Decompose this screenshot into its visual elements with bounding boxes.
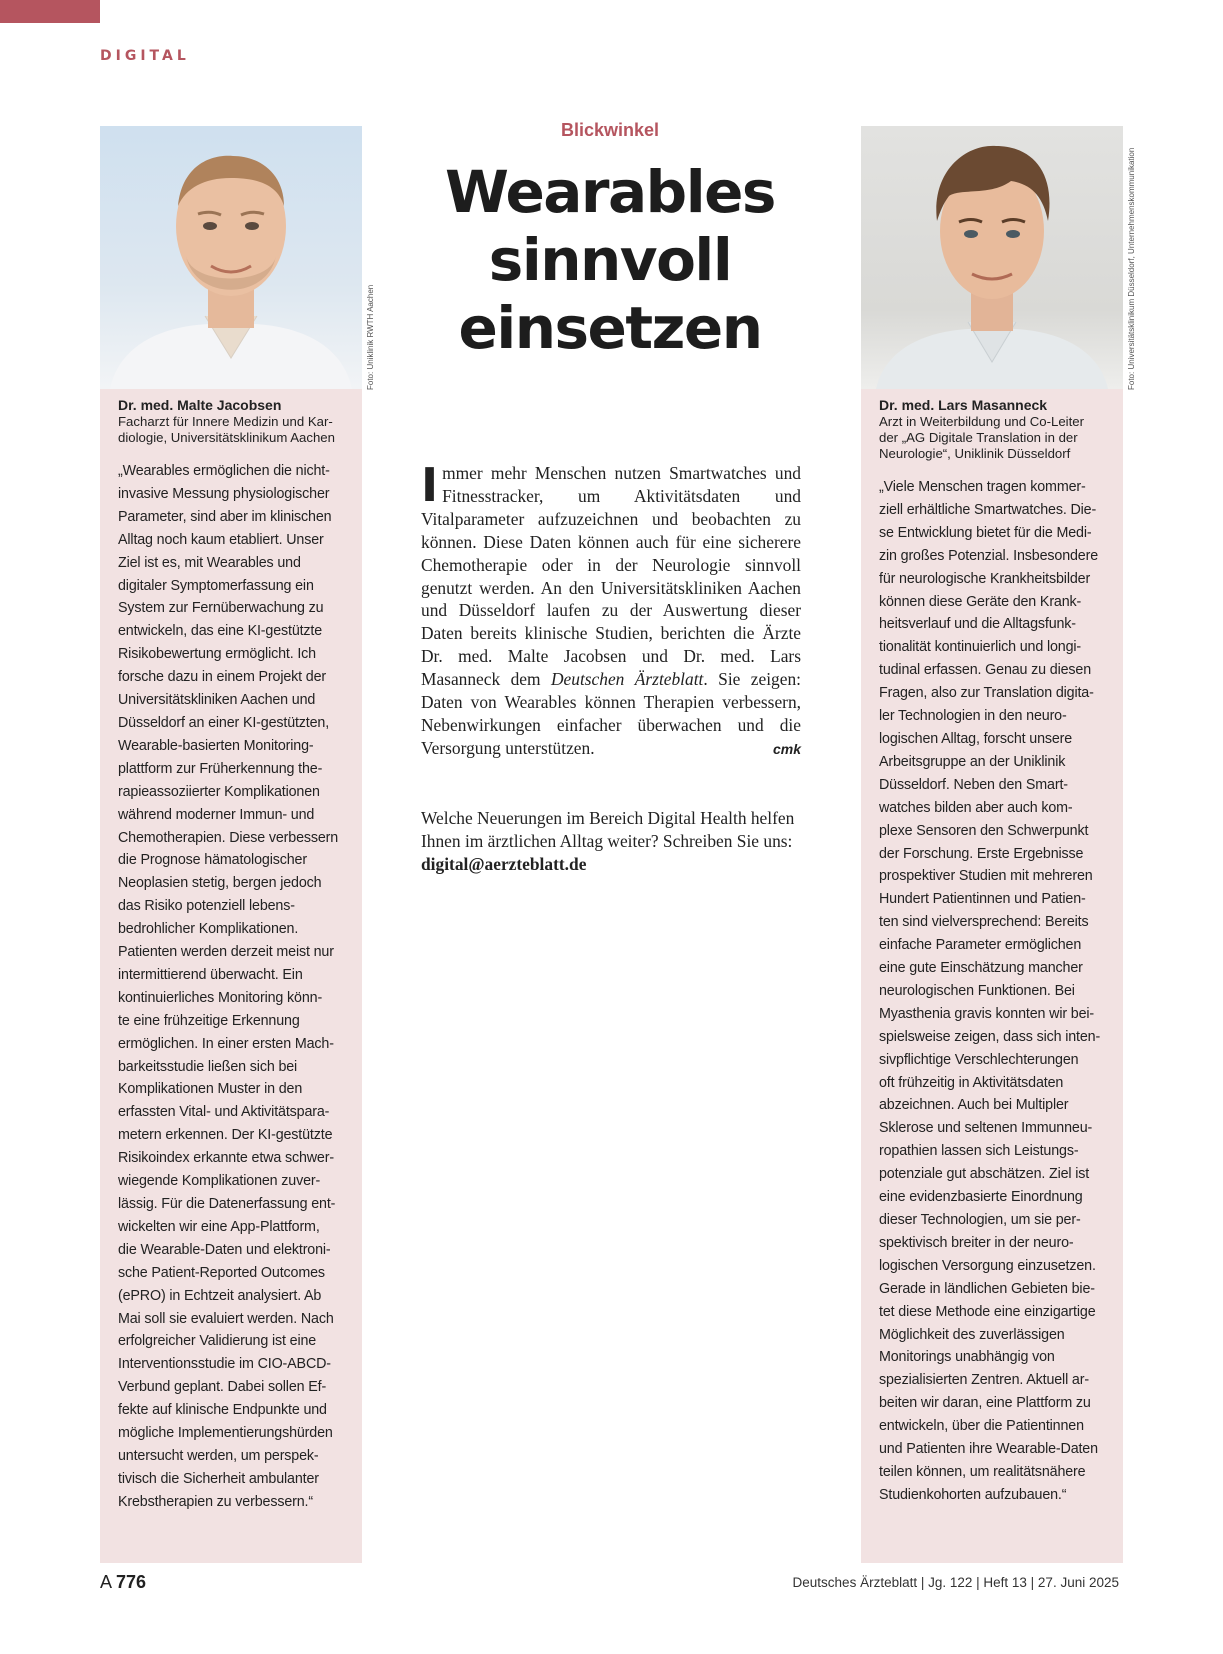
right-column xyxy=(861,126,1123,1563)
invite-paragraph xyxy=(421,807,801,876)
page-prefix: A xyxy=(100,1572,112,1592)
left-quote: „Wearables ermöglichen die nicht- invasive Messung physiologischer Parameter, sind aber im klinischen Alltag noch kaum etabliert. Unser Ziel ist es, mit Wearables und digitaler Symptomerfassung ein System zur Fernüberwachung zu entwickeln, das eine KI-gestützte Risikobewertung ermöglicht. Ich forsche dazu in einem Projekt der Universitätskliniken Aachen und Düsseldorf an einer KI-gestützten, Wearable-basierten Monitoring- plattform zur Früherkennung the- rapieassoziierter Komplikationen während moderner Immun- und Chemotherapien. Diese verbessern die Prognose hämatologischer Neoplasien stetig, bergen jedoch das Risiko potenziell lebens- bedrohlicher Komplikationen. Patienten werden derzeit meist nur intermittierend überwacht. Ein kontinuierliches Monitoring könn- te eine frühzeitige Erkennung ermöglichen. In einer ersten Mach- barkeitsstudie ließen sich bei Komplikationen Muster in den erfassten Vital- und Aktivitätspara- metern erkennen. Der KI-gestützte Risikoindex erkannte etwa schwer- wiegende Komplikationen zuver- lässig. Für die Datenerfassung ent- wickelten wir eine App-Plattform, die Wearable-Daten und elektroni- sche Patient-Reported Outcomes (ePRO) in Echtzeit analysiert. Ab Mai soll sie evaluiert werden. Nach erfolgreicher Validierung ist eine Interventionsstudie im CIO-ABCD- Verbund geplant. Dabei sollen Ef- fekte auf klinische Endpunkte und mögliche Implementierungshürden untersucht werden, um perspek- tivisch die Sicherheit ambulanter Krebstherapien zu verbessern.“ xyxy=(118,463,339,1510)
invite-text: Welche Neuerungen im Bereich Digital Health helfen Ihnen im ärztlichen Alltag weiter? Schreiben Sie uns: xyxy=(421,808,795,851)
journal-info: Deutsches Ärzteblatt | Jg. 122 | Heft 13 | 27. Juni 2025 xyxy=(792,1575,1119,1590)
lead-text-part2: . Sie zeigen: Daten von Wearables können Therapien verbessern, Nebenwirkungen einfacher überwachen und die Versorgung unterstützen. xyxy=(421,669,801,758)
right-quote: „Viele Menschen tragen kommer- ziell erhältliche Smartwatches. Die- se Entwicklung bietet für die Medi- zin großes Potenzial. Insbesondere für neurologische Krankheitsbilder können diese Geräte den Krank- heitsverlauf und die Alltagsfunk- tionalität kontinuierlich und longi- tudinal erfassen. Genau zu diesen Fragen, also zur Translation digita- ler Technologien in den neuro- logischen Alltag, forscht unsere Arbeitsgruppe an der Uniklinik Düsseldorf. Neben den Smart- watches bilden aber auch kom- plexe Sensoren den Schwerpunkt der Forschung. Erste Ergebnisse prospektiver Studien mit mehreren Hundert Patientinnen und Patien- ten sind vielversprechend: Bereits einfache Parameter ermöglichen eine gute Einschätzung mancher neurologischen Funktionen. Bei Myasthenia gravis konnten wir bei- spielsweise zeigen, dass sich inten- sivpflichtige Verschlechterungen oft frühzeitig in Aktivitätsdaten abzeichnen. Auch bei Multipler Sklerose und seltenen Immunneu- ropathien lassen sich Leistungs- potenziale gut abschätzen. Ziel ist eine evidenzbasierte Einordnung dieser Technologien, um sie per- spektivisch breiter in der neuro- logischen Versorgung einzusetzen. Gerade in ländlichen Gebieten bie- tet diese Methode eine einzigartige Möglichkeit des zuverlässigen Monitorings unabhängig von spezialisierten Zentren. Aktuell ar- beiten wir daran, eine Plattform zu entwickeln, über die Patientinnen und Patienten ihre Wearable-Daten teilen können, um realitätsnähere Studienkohorten aufzubauen.“ xyxy=(879,479,1101,1503)
lead-publication: Deutschen Ärzteblatt xyxy=(550,669,704,690)
right-statement-box xyxy=(861,389,1123,1563)
portrait-masanneck xyxy=(861,126,1123,389)
right-author-name: Dr. med. Lars Masanneck xyxy=(879,397,1048,413)
email-link[interactable]: digital@aerzteblatt.de xyxy=(421,853,587,874)
left-column xyxy=(100,126,362,1563)
accent-bar xyxy=(0,0,100,23)
kicker: Blickwinkel xyxy=(560,120,660,140)
author-tag: cmk xyxy=(772,740,801,757)
headline: Wearables sinnvoll einsetzen xyxy=(445,158,775,362)
portrait-jacobsen xyxy=(100,126,362,389)
portrait-jacobsen-illustration xyxy=(100,126,362,389)
drop-cap: I xyxy=(421,458,439,512)
lead-paragraph xyxy=(421,458,801,761)
page-number xyxy=(100,1572,146,1593)
section-label: DIGITAL xyxy=(100,48,190,64)
right-author-role: Arzt in Weiterbildung und Co-Leiter der „AG Digitale Translation in der Neurologie“, Uniklinik Düsseldorf xyxy=(879,414,1084,461)
lead-text-part1: mmer mehr Menschen nutzen Smartwatches und Fitnesstracker, um Aktivitätsdaten und Vitalparameter aufzuzeichnen und beobachten zu können. Diese Daten können auch für eine sicherere Chemotherapie oder in der Neurologie sinnvoll genutzt werden. An den Universitätskliniken Aachen und Düsseldorf laufen zu der Auswertung dieser Daten bereits klinische Studien, berichten die Ärzte Dr. med. Malte Jacobsen und Dr. med. Lars Masanneck dem xyxy=(421,463,801,690)
page-number-value: 776 xyxy=(116,1572,147,1592)
left-author-role: Facharzt für Innere Medizin und Kar- diologie, Universitätsklinikum Aachen xyxy=(118,414,335,445)
left-photo-credit: Foto: Uniklinik RWTH Aachen xyxy=(366,284,375,390)
left-author-name: Dr. med. Malte Jacobsen xyxy=(118,397,282,413)
left-statement-box xyxy=(100,389,362,1563)
right-photo-credit: Foto: Universitätsklinikum Düsseldorf, Unternehmenskommunikation xyxy=(1127,147,1136,390)
portrait-masanneck-illustration xyxy=(861,126,1123,389)
